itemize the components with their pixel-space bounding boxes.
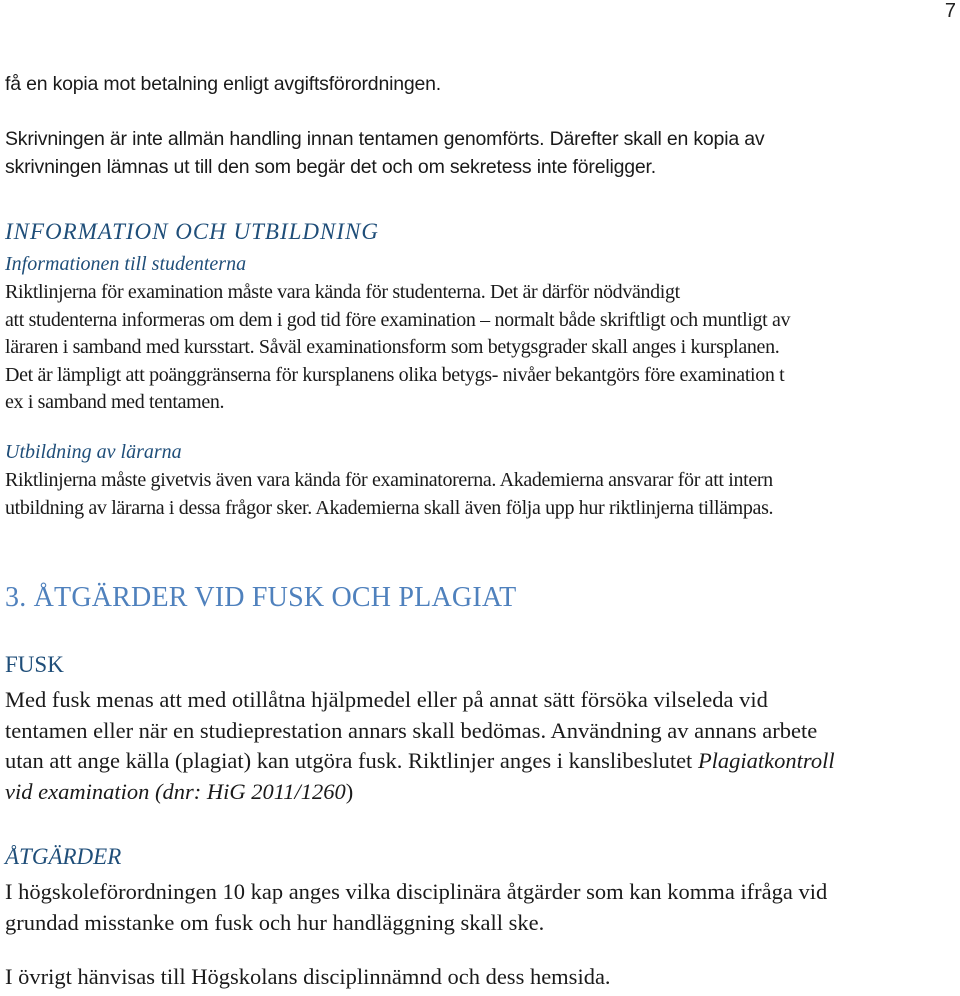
- intro-paragraph-line-2: skrivningen lämnas ut till den som begär det och om sekretess inte föreligger.: [5, 156, 656, 178]
- fusk-heading: FUSK: [5, 652, 64, 677]
- information-line-2: att studenterna informeras om dem i god tid före examination – normalt både skriftligt och muntligt av: [5, 308, 791, 331]
- section-3-heading: 3. ÅTGÄRDER VID FUSK OCH PLAGIAT: [5, 582, 517, 613]
- atgarder-final-line: I övrigt hänvisas till Högskolans disciplinnämnd och dess hemsida.: [5, 964, 611, 989]
- atgarder-line-2: grundad misstanke om fusk och hur handläggning skall ske.: [5, 909, 545, 935]
- fusk-line-3-text: utan att ange källa (plagiat) kan utgöra fusk. Riktlinjer anges i kanslibeslutet: [5, 748, 698, 773]
- information-line-1: Riktlinjerna för examination måste vara kända för studenterna. Det är därför nödvändigt: [5, 281, 680, 303]
- fusk-line-3: [5, 746, 952, 777]
- teachers-subheading: Utbildning av lärarna: [5, 441, 182, 463]
- fusk-line-4: [5, 777, 952, 808]
- atgarder-line-1: I högskoleförordningen 10 kap anges vilka disciplinära åtgärder som kan komma ifråga vid: [5, 879, 828, 904]
- teachers-paragraph: [5, 467, 952, 522]
- atgarder-paragraph: [5, 877, 952, 938]
- information-subheading: Informationen till studenterna: [5, 253, 247, 275]
- page-number: 7: [944, 0, 956, 22]
- information-paragraph: [5, 279, 952, 417]
- intro-paragraph: [5, 125, 952, 181]
- information-line-3: läraren i samband med kursstart. Såväl examinationsform som betygsgrader skall anges i kursplanen.: [5, 336, 780, 358]
- fusk-line-4-text: ): [345, 778, 354, 804]
- fusk-line-2: tentamen eller när en studieprestation annars skall bedömas. Användning av annans arbete: [5, 717, 818, 743]
- fusk-decision-title: Plagiatkontroll: [697, 748, 835, 773]
- information-heading: INFORMATION OCH UTBILDNING: [5, 219, 379, 244]
- atgarder-final: [5, 962, 952, 993]
- intro-line: [5, 70, 952, 98]
- fusk-paragraph: [5, 685, 952, 807]
- information-line-5: ex i samband med tentamen.: [5, 391, 225, 413]
- intro-text: få en kopia mot betalning enligt avgiftsförordningen.: [5, 73, 442, 95]
- teachers-line-1: Riktlinjerna måste givetvis även vara kända för examinatorerna. Akademierna ansvarar för att intern: [5, 469, 773, 491]
- information-line-4: Det är lämpligt att poänggränserna för kursplanens olika betygs- nivåer bekantgörs före examination t: [5, 363, 785, 386]
- fusk-decision-title-cont: vid examination (dnr: HiG 2011/1260: [5, 778, 346, 804]
- intro-paragraph-line-1: Skrivningen är inte allmän handling innan tentamen genomförts. Därefter skall en kopia av: [5, 128, 765, 150]
- teachers-line-2: utbildning av lärarna i dessa frågor sker. Akademierna skall även följa upp hur riktlinjerna tillämpas.: [5, 496, 774, 519]
- fusk-line-1: Med fusk menas att med otillåtna hjälpmedel eller på annat sätt försöka vilseleda vid: [5, 687, 768, 712]
- atgarder-heading: ÅTGÄRDER: [5, 844, 122, 869]
